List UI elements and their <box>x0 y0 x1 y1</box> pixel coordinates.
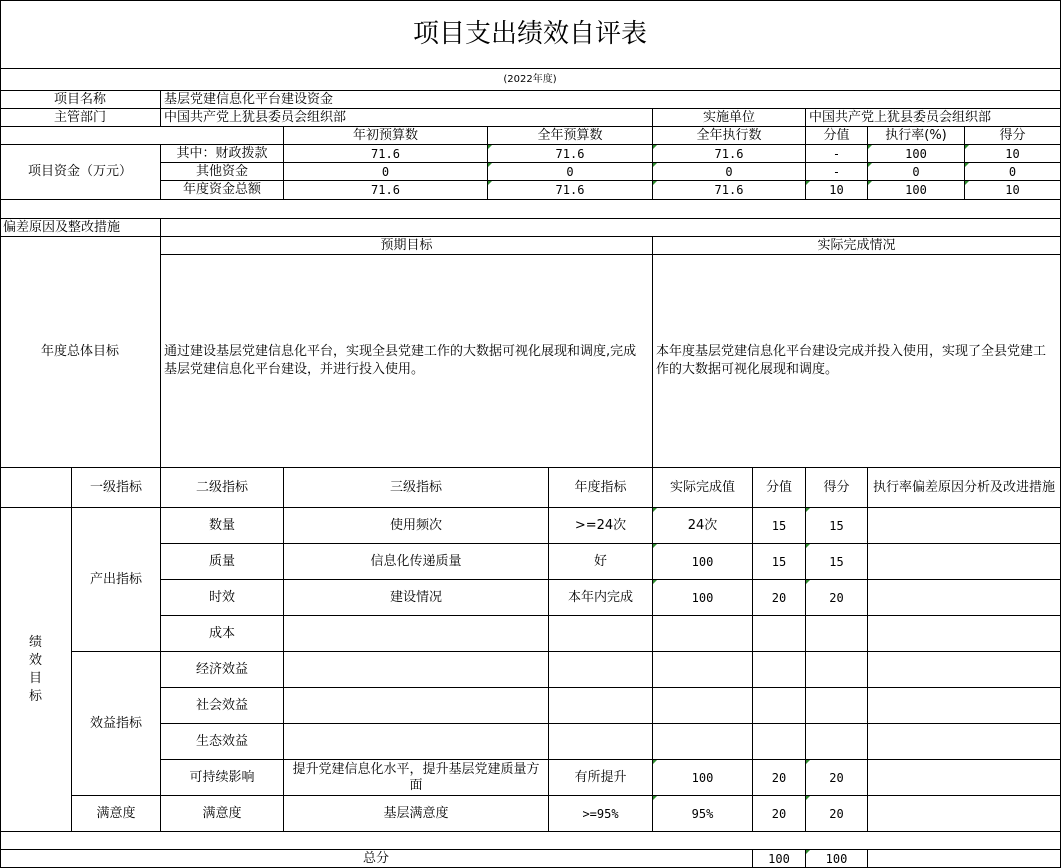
perf-score: 15 <box>753 508 806 544</box>
actual-completion-header: 实际完成情况 <box>653 237 1061 255</box>
perf-l2: 成本 <box>161 616 284 652</box>
perf-target <box>549 616 653 652</box>
perf-score: 20 <box>753 796 806 832</box>
perf-group-cell <box>0 508 72 832</box>
funds-cell: 71.6 <box>284 145 488 163</box>
funds-header-blank <box>0 127 284 145</box>
funds-row-label: 其中：财政拨款 <box>161 145 284 163</box>
perf-score <box>753 616 806 652</box>
funds-row-label: 年度资金总额 <box>161 181 284 200</box>
funds-cell: 0 <box>868 163 965 181</box>
page-title: 项目支出绩效自评表 <box>0 0 1061 69</box>
perf-l3: 提升党建信息化水平，提升基层党建质量方面 <box>284 760 549 796</box>
perf-l3 <box>284 724 549 760</box>
funds-header: 全年预算数 <box>488 127 653 145</box>
perf-header: 一级指标 <box>72 468 161 508</box>
perf-l3: 信息化传递质量 <box>284 544 549 580</box>
perf-actual <box>653 652 753 688</box>
perf-got: 20 <box>806 580 868 616</box>
perf-l2: 时效 <box>161 580 284 616</box>
perf-reason <box>868 688 1061 724</box>
perf-target: >=24次 <box>549 508 653 544</box>
funds-cell: 10 <box>806 181 868 200</box>
perf-reason <box>868 616 1061 652</box>
perf-reason <box>868 796 1061 832</box>
funds-cell: 100 <box>868 145 965 163</box>
perf-got <box>806 688 868 724</box>
perf-group-label: 绩效目标 <box>28 634 42 704</box>
funds-header: 全年执行数 <box>653 127 806 145</box>
funds-cell: 71.6 <box>488 145 653 163</box>
perf-score: 20 <box>753 580 806 616</box>
year-label: (2022年度) <box>0 69 1061 91</box>
perf-l2: 可持续影响 <box>161 760 284 796</box>
perf-header: 年度指标 <box>549 468 653 508</box>
expected-goal-text: 通过建设基层党建信息化平台，实现全县党建工作的大数据可视化展现和调度,完成基层党建信息化平台建设，并进行投入使用。 <box>161 255 653 468</box>
perf-target <box>549 688 653 724</box>
perf-header: 得分 <box>806 468 868 508</box>
expected-goal-header: 预期目标 <box>161 237 653 255</box>
perf-reason <box>868 508 1061 544</box>
perf-actual: 95% <box>653 796 753 832</box>
perf-target <box>549 724 653 760</box>
perf-score <box>753 652 806 688</box>
perf-reason <box>868 580 1061 616</box>
total-score: 100 <box>753 850 806 868</box>
perf-score <box>753 724 806 760</box>
perf-l3 <box>284 616 549 652</box>
perf-got <box>806 652 868 688</box>
satisfaction-indicator-label: 满意度 <box>72 796 161 832</box>
impl-value: 中国共产党上犹县委员会组织部 <box>806 109 1061 127</box>
perf-got: 15 <box>806 544 868 580</box>
perf-target: 本年内完成 <box>549 580 653 616</box>
spacer-row <box>0 200 1061 219</box>
perf-header: 三级指标 <box>284 468 549 508</box>
deviation-value <box>161 219 1061 237</box>
funds-cell: 71.6 <box>653 145 806 163</box>
dept-value: 中国共产党上犹县委员会组织部 <box>161 109 653 127</box>
perf-l3: 基层满意度 <box>284 796 549 832</box>
perf-target: >=95% <box>549 796 653 832</box>
total-label: 总分 <box>0 850 753 868</box>
funds-cell: - <box>806 145 868 163</box>
perf-actual <box>653 688 753 724</box>
perf-reason <box>868 652 1061 688</box>
perf-actual: 100 <box>653 760 753 796</box>
perf-actual: 24次 <box>653 508 753 544</box>
perf-l3: 建设情况 <box>284 580 549 616</box>
perf-l2: 满意度 <box>161 796 284 832</box>
annual-goal-label: 年度总体目标 <box>0 237 161 468</box>
funds-label: 项目资金（万元） <box>0 145 161 200</box>
funds-cell: 0 <box>284 163 488 181</box>
perf-header-blank <box>0 468 72 508</box>
actual-completion-text: 本年度基层党建信息化平台建设完成并投入使用，实现了全县党建工作的大数据可视化展现和调度。 <box>653 255 1061 468</box>
dept-label: 主管部门 <box>0 109 161 127</box>
perf-l3 <box>284 652 549 688</box>
perf-actual <box>653 616 753 652</box>
funds-cell: 10 <box>965 145 1061 163</box>
funds-cell: 0 <box>965 163 1061 181</box>
perf-header: 实际完成值 <box>653 468 753 508</box>
perf-l3: 使用频次 <box>284 508 549 544</box>
perf-header: 执行率偏差原因分析及改进措施 <box>868 468 1061 508</box>
perf-l2: 社会效益 <box>161 688 284 724</box>
perf-l2: 质量 <box>161 544 284 580</box>
total-got: 100 <box>806 850 868 868</box>
funds-cell: 0 <box>653 163 806 181</box>
funds-cell: - <box>806 163 868 181</box>
deviation-label: 偏差原因及整改措施 <box>0 219 161 237</box>
funds-cell: 100 <box>868 181 965 200</box>
perf-header: 分值 <box>753 468 806 508</box>
benefit-indicator-label: 效益指标 <box>72 652 161 796</box>
perf-target: 好 <box>549 544 653 580</box>
funds-cell: 71.6 <box>653 181 806 200</box>
total-blank <box>868 850 1061 868</box>
perf-actual: 100 <box>653 544 753 580</box>
spacer-row <box>0 832 1061 850</box>
perf-target: 有所提升 <box>549 760 653 796</box>
perf-got: 15 <box>806 508 868 544</box>
perf-actual: 100 <box>653 580 753 616</box>
perf-reason <box>868 724 1061 760</box>
perf-reason <box>868 544 1061 580</box>
perf-got: 20 <box>806 796 868 832</box>
impl-label: 实施单位 <box>653 109 806 127</box>
funds-header: 分值 <box>806 127 868 145</box>
perf-l2: 数量 <box>161 508 284 544</box>
funds-cell: 0 <box>488 163 653 181</box>
perf-got <box>806 724 868 760</box>
perf-l3 <box>284 688 549 724</box>
funds-header: 执行率(%) <box>868 127 965 145</box>
funds-header: 得分 <box>965 127 1061 145</box>
perf-header: 二级指标 <box>161 468 284 508</box>
funds-cell: 71.6 <box>488 181 653 200</box>
funds-row-label: 其他资金 <box>161 163 284 181</box>
perf-actual <box>653 724 753 760</box>
perf-l2: 经济效益 <box>161 652 284 688</box>
perf-target <box>549 652 653 688</box>
perf-l2: 生态效益 <box>161 724 284 760</box>
project-name-value: 基层党建信息化平台建设资金 <box>161 91 1061 109</box>
perf-score: 15 <box>753 544 806 580</box>
perf-got <box>806 616 868 652</box>
funds-header: 年初预算数 <box>284 127 488 145</box>
perf-score: 20 <box>753 760 806 796</box>
perf-reason <box>868 760 1061 796</box>
project-name-label: 项目名称 <box>0 91 161 109</box>
funds-cell: 71.6 <box>284 181 488 200</box>
perf-score <box>753 688 806 724</box>
perf-got: 20 <box>806 760 868 796</box>
funds-cell: 10 <box>965 181 1061 200</box>
output-indicator-label: 产出指标 <box>72 508 161 652</box>
